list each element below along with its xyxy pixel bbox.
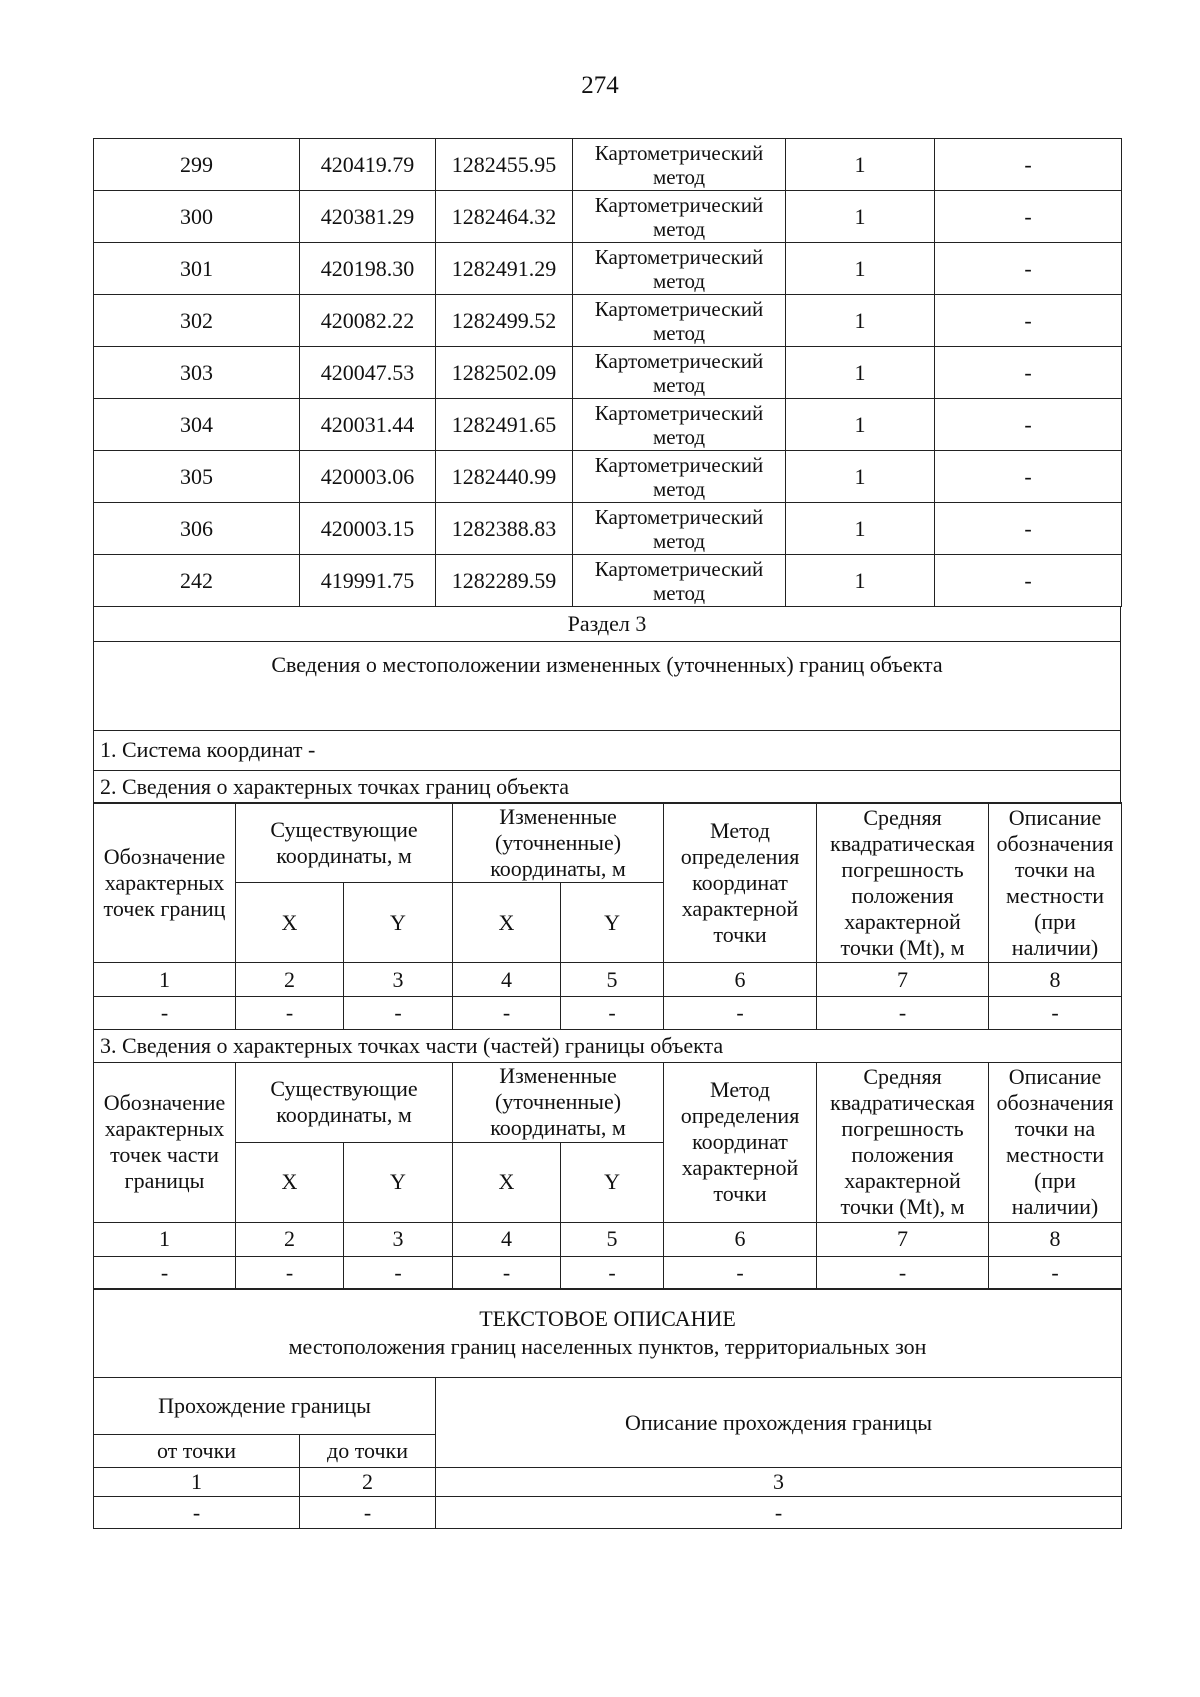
point-y: 1282499.52 [436,295,573,347]
point-x: 420003.15 [300,503,436,555]
dash-cell: - [817,1256,989,1289]
dash-cell: - [664,1256,817,1289]
num-cell: 2 [236,1222,344,1256]
point-description: - [935,243,1122,295]
point-id: 303 [94,347,300,399]
dash-cell: - [344,997,453,1030]
dash-cell: - [236,997,344,1030]
point-method: Картометрический метод [573,243,786,295]
num-cell: 7 [817,1222,989,1256]
point-id: 302 [94,295,300,347]
point-x: 420198.30 [300,243,436,295]
dash-cell: - [817,997,989,1030]
point-id: 300 [94,191,300,243]
col-method: Метод определения координат характерной точки [664,803,817,963]
part3-title: 3. Сведения о характерных точках части (частей) границы объекта [94,1030,1122,1063]
point-accuracy: 1 [786,503,935,555]
point-description: - [935,191,1122,243]
section3-table [93,606,1121,804]
point-y: 1282388.83 [436,503,573,555]
point-row [94,555,1122,607]
col-designation: Обозначение характерных точек части границы [94,1062,236,1222]
num-cell: 6 [664,963,817,997]
num-cell: 8 [989,963,1122,997]
point-row [94,451,1122,503]
point-y: 1282491.29 [436,243,573,295]
col-passage-desc: Описание прохождения границы [436,1378,1122,1468]
part2-title: 2. Сведения о характерных точках границ объекта [94,770,1121,803]
point-x: 420003.06 [300,451,436,503]
point-y: 1282440.99 [436,451,573,503]
num-cell: 1 [94,1468,300,1497]
section-title: Сведения о местоположении измененных (уточненных) границ объекта [94,641,1121,730]
col-designation: Обозначение характерных точек границ [94,803,236,963]
point-description: - [935,451,1122,503]
point-id: 242 [94,555,300,607]
point-description: - [935,555,1122,607]
col-description: Описание обозначения точки на местности (при наличии) [989,803,1122,963]
sub-y: Y [344,1142,453,1222]
dash-cell: - [989,997,1122,1030]
num-cell: 5 [561,1222,664,1256]
text-description-heading [94,1289,1122,1378]
num-cell: 2 [300,1468,436,1497]
col-description: Описание обозначения точки на местности (при наличии) [989,1062,1122,1222]
col-method: Метод определения координат характерной точки [664,1062,817,1222]
point-row [94,139,1122,191]
document [93,138,1121,1529]
numbers-row [94,1222,1122,1256]
point-method: Картометрический метод [573,347,786,399]
num-cell: 5 [561,963,664,997]
num-cell: 8 [989,1222,1122,1256]
text-description-title: ТЕКСТОВОЕ ОПИСАНИЕ [479,1306,736,1331]
numbers-row [94,963,1122,997]
point-row [94,347,1122,399]
sub-x: X [453,1142,561,1222]
point-id: 306 [94,503,300,555]
dash-cell: - [94,1497,300,1529]
point-y: 1282502.09 [436,347,573,399]
point-method: Картометрический метод [573,191,786,243]
point-description: - [935,347,1122,399]
dash-cell: - [94,1256,236,1289]
point-description: - [935,295,1122,347]
point-row [94,191,1122,243]
point-accuracy: 1 [786,139,935,191]
dash-cell: - [344,1256,453,1289]
col-accuracy: Средняя квадратическая погрешность положения характерной точки (Mt), м [817,803,989,963]
point-description: - [935,503,1122,555]
point-id: 301 [94,243,300,295]
point-x: 419991.75 [300,555,436,607]
dash-cell: - [664,997,817,1030]
sub-y: Y [344,883,453,963]
num-cell: 4 [453,963,561,997]
point-description: - [935,399,1122,451]
point-y: 1282464.32 [436,191,573,243]
point-accuracy: 1 [786,191,935,243]
page-number: 274 [581,72,619,99]
point-accuracy: 1 [786,243,935,295]
dash-cell: - [989,1256,1122,1289]
point-x: 420082.22 [300,295,436,347]
point-id: 305 [94,451,300,503]
sub-y: Y [561,883,664,963]
empty-row [94,1256,1122,1289]
dash-cell: - [561,997,664,1030]
dash-cell: - [453,997,561,1030]
col-existing: Существующие координаты, м [236,1062,453,1142]
dash-cell: - [236,1256,344,1289]
point-y: 1282455.95 [436,139,573,191]
dash-cell: - [453,1256,561,1289]
sub-x: X [236,883,344,963]
num-cell: 3 [344,1222,453,1256]
num-cell: 4 [453,1222,561,1256]
coord-system: 1. Система координат - [94,730,1121,770]
num-cell: 2 [236,963,344,997]
dash-cell: - [300,1497,436,1529]
sub-x: X [453,883,561,963]
point-x: 420381.29 [300,191,436,243]
point-row [94,399,1122,451]
point-row [94,295,1122,347]
point-row [94,503,1122,555]
point-accuracy: 1 [786,295,935,347]
col-changed: Измененные (уточненные) координаты, м [453,803,664,883]
point-accuracy: 1 [786,555,935,607]
point-method: Картометрический метод [573,503,786,555]
point-method: Картометрический метод [573,139,786,191]
empty-row [94,997,1122,1030]
col-passage: Прохождение границы [94,1378,436,1435]
dash-cell: - [561,1256,664,1289]
text-description-subtitle: местоположения границ населенных пунктов, территориальных зон [288,1334,927,1359]
point-description: - [935,139,1122,191]
col-to: до точки [300,1435,436,1468]
point-x: 420031.44 [300,399,436,451]
num-cell: 3 [436,1468,1122,1497]
col-changed: Измененные (уточненные) координаты, м [453,1062,664,1142]
point-row [94,243,1122,295]
point-id: 299 [94,139,300,191]
sub-x: X [236,1142,344,1222]
point-method: Картометрический метод [573,451,786,503]
num-cell: 3 [344,963,453,997]
point-x: 420419.79 [300,139,436,191]
empty-row [94,1497,1122,1529]
num-cell: 6 [664,1222,817,1256]
text-description-table [93,1288,1122,1529]
point-y: 1282491.65 [436,399,573,451]
point-x: 420047.53 [300,347,436,399]
point-id: 304 [94,399,300,451]
point-method: Картометрический метод [573,555,786,607]
sub-y: Y [561,1142,664,1222]
col-existing: Существующие координаты, м [236,803,453,883]
points-table [93,138,1122,607]
point-y: 1282289.59 [436,555,573,607]
dash-cell: - [436,1497,1122,1529]
point-accuracy: 1 [786,399,935,451]
point-accuracy: 1 [786,347,935,399]
dash-cell: - [94,997,236,1030]
point-accuracy: 1 [786,451,935,503]
col-accuracy: Средняя квадратическая погрешность положения характерной точки (Mt), м [817,1062,989,1222]
num-cell: 1 [94,1222,236,1256]
section-label: Раздел 3 [94,606,1121,641]
numbers-row [94,1468,1122,1497]
point-method: Картометрический метод [573,295,786,347]
col-from: от точки [94,1435,300,1468]
boundary-points-table [93,802,1122,1063]
point-method: Картометрический метод [573,399,786,451]
num-cell: 1 [94,963,236,997]
num-cell: 7 [817,963,989,997]
part-boundary-points-table [93,1062,1122,1290]
